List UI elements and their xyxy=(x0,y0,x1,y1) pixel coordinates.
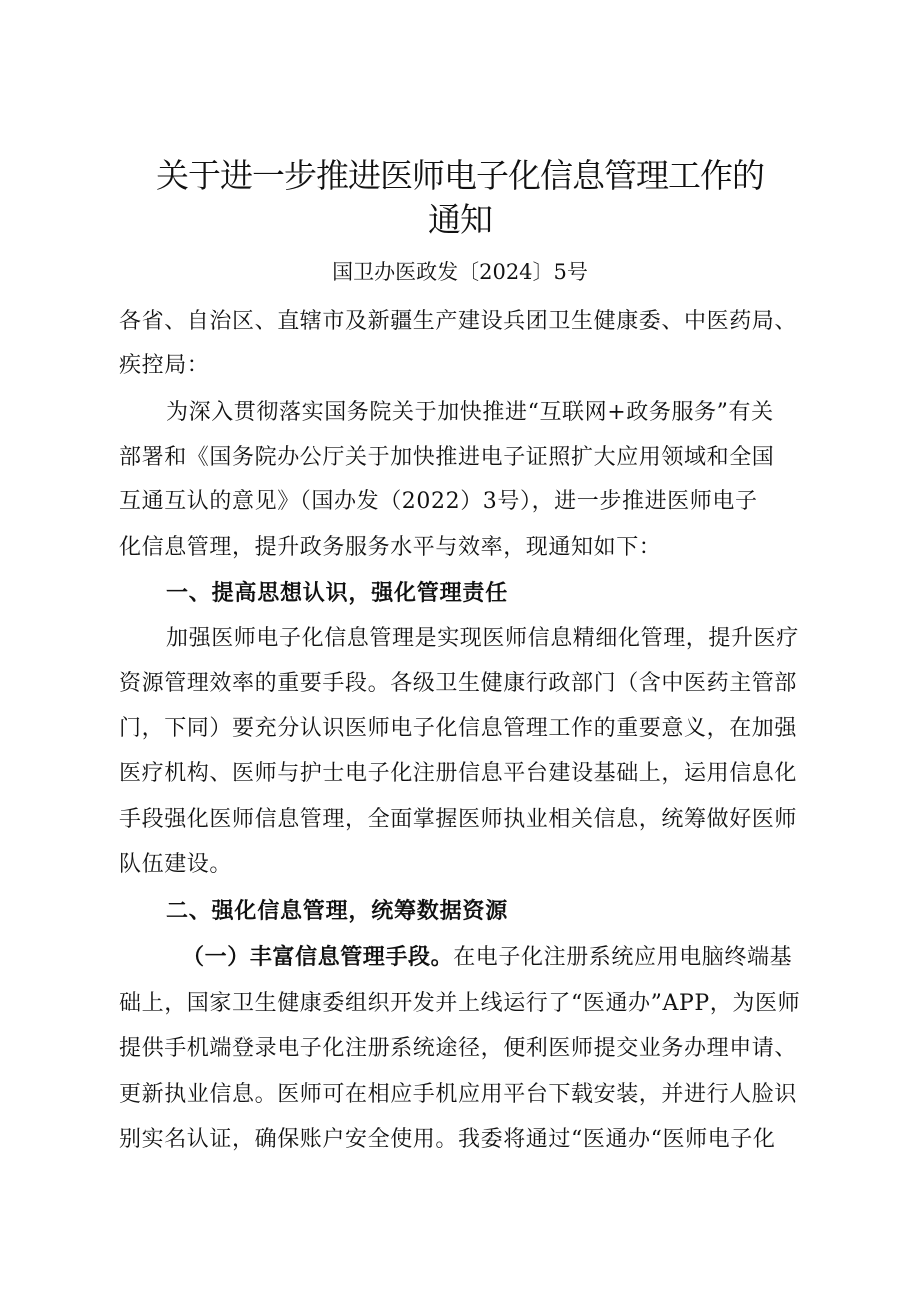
document-title-line-2: 通知 xyxy=(428,200,492,239)
intro-line: 为深入贯彻落实国务院关于加快推进“互联网+政务服务”有关 xyxy=(166,400,774,425)
section1-line: 队伍建设。 xyxy=(119,852,233,877)
recipients-line: 各省、自治区、直辖市及新疆生产建设兵团卫生健康委、中医药局、 xyxy=(119,309,798,334)
section1-line: 门，下同）要充分认识医师电子化信息管理工作的重要意义，在加强 xyxy=(119,716,798,741)
section1-line: 资源管理效率的重要手段。各级卫生健康行政部门（含中医药主管部 xyxy=(119,671,798,696)
section-heading-2: 二、强化信息管理，统筹数据资源 xyxy=(166,899,509,924)
recipients-line: 疾控局： xyxy=(119,353,210,378)
section-heading-1: 一、提高思想认识，强化管理责任 xyxy=(166,581,509,606)
intro-line: 化信息管理，提升政务服务水平与效率，现通知如下： xyxy=(119,535,662,560)
subsection-label: （一）丰富信息管理手段。 xyxy=(182,945,454,970)
document-title-line-1: 关于进一步推进医师电子化信息管理工作的 xyxy=(156,156,764,195)
intro-line: 部署和《国务院办公厅关于加快推进电子证照扩大应用领域和全国 xyxy=(119,445,775,470)
subsection-text: 在电子化注册系统应用电脑终端基 xyxy=(453,945,793,970)
section1-line: 加强医师电子化信息管理是实现医师信息精细化管理，提升医疗 xyxy=(166,626,799,651)
section2-line: 更新执业信息。医师可在相应手机应用平台下载安装，并进行人脸识 xyxy=(119,1082,798,1107)
section2-line: 础上，国家卫生健康委组织开发并上线运行了“医通办”APP，为医师 xyxy=(119,991,801,1016)
document-number: 国卫办医政发〔2024〕5号 xyxy=(332,260,588,284)
section1-line: 医疗机构、医师与护士电子化注册信息平台建设基础上，运用信息化 xyxy=(119,761,798,786)
section1-line: 手段强化医师信息管理，全面掌握医师执业相关信息，统筹做好医师 xyxy=(119,807,798,832)
section2-line: 别实名认证，确保账户安全使用。我委将通过“医通办“医师电子化 xyxy=(119,1127,776,1152)
intro-line: 互通互认的意见》（国办发（2022）3号），进一步推进医师电子 xyxy=(119,489,758,514)
section2-subsection-1-first-line xyxy=(182,942,792,974)
section2-line: 提供手机端登录电子化注册系统途径，便利医师提交业务办理申请、 xyxy=(119,1036,798,1061)
